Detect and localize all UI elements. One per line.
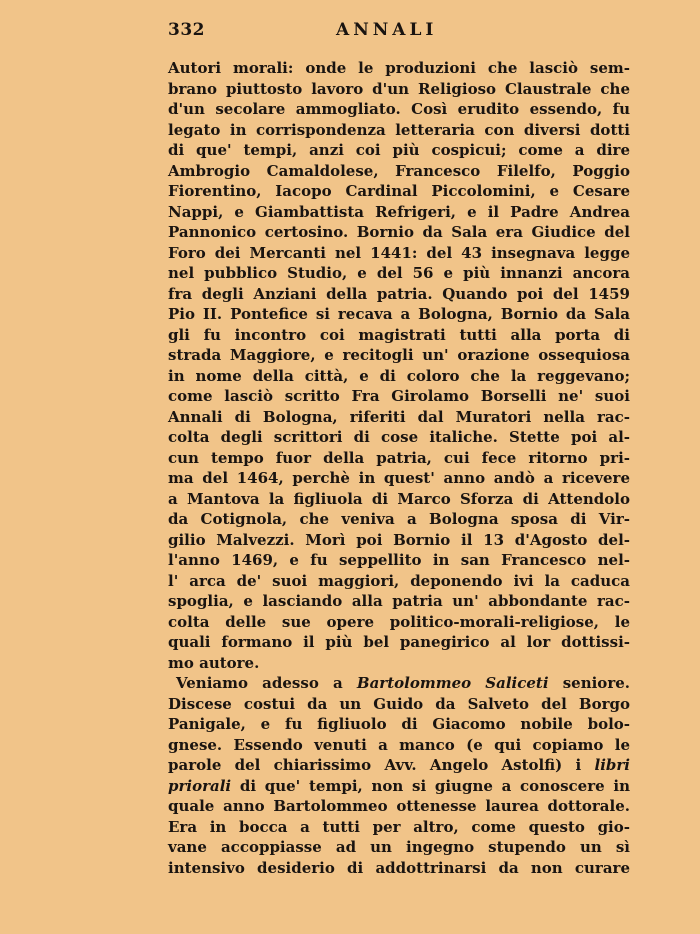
- text-segment: Nappi, e Giambattista Refrigeri, e il Padre Andrea: [168, 202, 630, 221]
- text-segment: Fiorentino, Iacopo Cardinal Piccolomini, e Cesare: [168, 182, 630, 200]
- text-segment: gnese. Essendo venuti a manco (e qui copiamo le: [168, 735, 630, 754]
- text-line: [168, 796, 630, 817]
- text-segment: parole del chiarissimo Avv. Angelo Astolfi) i: [168, 756, 595, 774]
- text-segment: in nome della città, e di coloro che la reggevano;: [168, 366, 630, 385]
- text-segment: Annali di Bologna, riferiti dal Muratori nella rac-: [168, 407, 630, 426]
- text-segment: a Mantova la figliuola di Marco Sforza di Attendolo: [168, 489, 630, 508]
- text-line: [168, 776, 630, 797]
- text-segment: legato in corrispondenza letteraria con diversi dotti: [168, 120, 630, 139]
- text-line: [168, 714, 630, 735]
- text-segment: Ambrogio Camaldolese, Francesco Filelfo, Poggio: [168, 161, 630, 180]
- text-line: [168, 632, 630, 653]
- text-segment: quali formano il più bel panegirico al lor dottissi-: [168, 633, 630, 651]
- italic-text: Bartolommeo Saliceti: [356, 674, 549, 692]
- text-segment: ma del 1464, perchè in quest' anno andò a ricevere: [168, 469, 630, 487]
- text-line: [168, 653, 630, 674]
- text-segment: Discese costui da un Guido da Salveto del Borgo: [168, 694, 630, 713]
- text-line: [168, 58, 630, 79]
- text-line: [168, 509, 630, 530]
- text-line: [168, 140, 630, 161]
- text-line: [168, 612, 630, 633]
- text-segment: cun tempo fuor della patria, cui fece ritorno pri-: [168, 448, 630, 467]
- text-segment: brano piuttosto lavoro d'un Religioso Claustrale che: [168, 79, 630, 98]
- text-segment: Panigale, e fu figliuolo di Giacomo nobile bolo-: [168, 715, 630, 733]
- text-segment: mo autore.: [168, 653, 260, 672]
- text-segment: di que' tempi, non si giugne a conoscere in: [231, 776, 630, 795]
- text-line: [168, 79, 630, 100]
- text-line: [168, 448, 630, 469]
- text-line: [168, 325, 630, 346]
- text-segment: l' arca de' suoi maggiori, deponendo ivi la caduca: [168, 571, 630, 590]
- text-line: [168, 120, 630, 141]
- text-line: [168, 550, 630, 571]
- text-line: [168, 181, 630, 202]
- text-line: [168, 468, 630, 489]
- text-segment: gilio Malvezzi. Morì poi Bornio il 13 d'Agosto del-: [168, 530, 630, 549]
- running-title: ANNALI: [336, 20, 438, 40]
- text-segment: Pio II. Pontefice si recava a Bologna, Bornio da Sala: [168, 305, 630, 323]
- text-segment: seniore.: [548, 674, 630, 692]
- text-segment: Autori morali: onde le produzioni che lasciò sem-: [168, 59, 630, 77]
- text-line: [168, 591, 630, 612]
- text-segment: l'anno 1469, e fu seppellito in san Francesco nel-: [168, 551, 630, 569]
- text-line: [168, 427, 630, 448]
- text-line: [168, 161, 630, 182]
- text-segment: da Cotignola, che veniva a Bologna sposa di Vir-: [168, 510, 630, 528]
- text-line: [168, 99, 630, 120]
- italic-text: libri: [594, 756, 630, 774]
- text-line: [168, 345, 630, 366]
- text-line: [168, 263, 630, 284]
- text-segment: colta delle sue opere politico-morali-religiose, le: [168, 612, 630, 631]
- text-segment: Veniamo adesso a: [176, 674, 357, 692]
- text-line: [168, 489, 630, 510]
- body-text: [168, 58, 630, 878]
- text-segment: fra degli Anziani della patria. Quando poi del 1459: [168, 284, 630, 303]
- text-line: [168, 755, 630, 776]
- text-line: [168, 817, 630, 838]
- text-line: [168, 673, 630, 694]
- text-line: [168, 366, 630, 387]
- text-segment: strada Maggiore, e recitogli un' orazione ossequiosa: [168, 346, 630, 364]
- text-line: [168, 571, 630, 592]
- italic-text: priorali: [168, 776, 232, 795]
- text-segment: quale anno Bartolommeo ottenesse laurea dottorale.: [168, 797, 630, 815]
- text-line: [168, 694, 630, 715]
- text-segment: nel pubblico Studio, e del 56 e più innanzi ancora: [168, 264, 630, 282]
- text-line: [168, 304, 630, 325]
- text-segment: d'un secolare ammogliato. Così erudito essendo, fu: [168, 100, 630, 118]
- text-segment: Era in bocca a tutti per altro, come questo gio-: [168, 817, 630, 836]
- text-segment: colta degli scrittori di cose italiche. Stette poi al-: [168, 428, 630, 446]
- text-line: [168, 222, 630, 243]
- text-segment: gli fu incontro coi magistrati tutti alla porta di: [168, 325, 630, 344]
- page-header: [168, 20, 630, 46]
- page-number: 332: [168, 20, 205, 40]
- text-segment: come lasciò scritto Fra Girolamo Borselli ne' suoi: [168, 387, 630, 405]
- text-segment: di que' tempi, anzi coi più cospicui; come a dire: [168, 141, 630, 159]
- text-line: [168, 386, 630, 407]
- text-segment: spoglia, e lasciando alla patria un' abbondante rac-: [168, 592, 630, 610]
- text-line: [168, 858, 630, 879]
- text-line: [168, 837, 630, 858]
- text-line: [168, 407, 630, 428]
- text-segment: Foro dei Mercanti nel 1441: del 43 insegnava legge: [168, 243, 630, 262]
- text-line: [168, 530, 630, 551]
- text-segment: vane accoppiasse ad un ingegno stupendo un sì: [168, 838, 630, 856]
- text-segment: intensivo desiderio di addottrinarsi da non curare: [168, 858, 630, 877]
- text-line: [168, 202, 630, 223]
- text-segment: Pannonico certosino. Bornio da Sala era Giudice del: [168, 223, 630, 241]
- text-line: [168, 243, 630, 264]
- text-line: [168, 735, 630, 756]
- text-line: [168, 284, 630, 305]
